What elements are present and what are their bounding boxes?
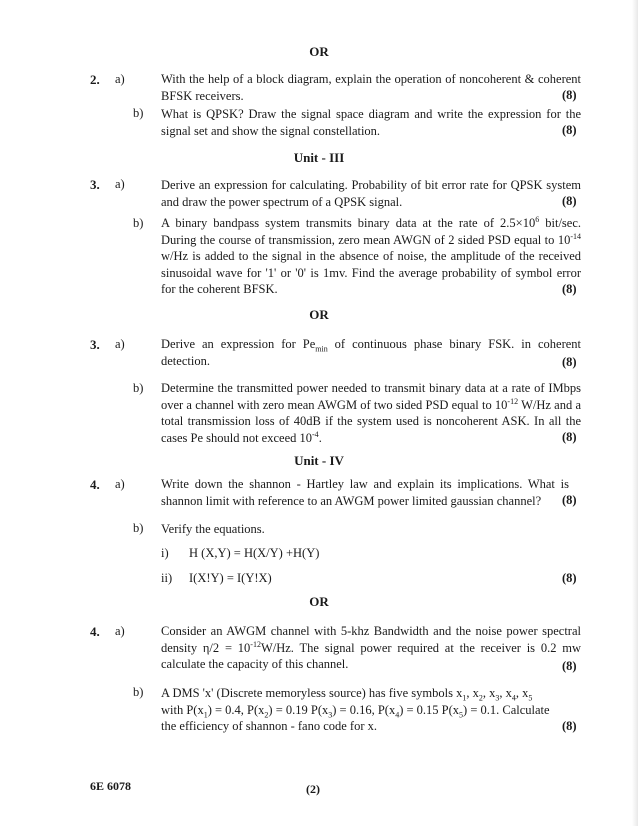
equation-2-label: ii) [161, 571, 173, 585]
question-4b-alt-line-2: with $P(x_1) = 0.4$, $P(x_2) = 0.19$ $P(x_3) = 0.16$, $P(x_4) = 0.15$ $P(x_5) = 0.1$. Calculate [161, 702, 550, 719]
equation-1-label: i) [161, 546, 169, 560]
equation-1: H (X,Y) = H(X/Y) +H(Y) [189, 546, 320, 560]
or-heading-3: OR [309, 594, 329, 609]
question-number-4: 4. [90, 477, 100, 492]
question-3b-text-3: w/Hz is added to the signal in the absence of noise, the amplitude of the received sinusoidal wave for '1' or '0' is 1mv. Find the average probability of symbol error for the coherent BFSK. [161, 249, 581, 296]
part-label-2a: a) [115, 72, 125, 86]
part-label-3a-alt: a) [115, 337, 125, 351]
question-3b-alt-sup-2: -4 [312, 429, 319, 439]
question-4b-alt-text-3: the efficiency of shannon - fano code for x. [161, 719, 378, 733]
marks-3b: (8) [562, 282, 577, 296]
question-3b-alt-sup-1: -12 [507, 396, 519, 406]
question-2b-body: What is QPSK? Draw the signal space diagram and write the expression for the signal set and show the signal constellation. [161, 107, 581, 138]
question-4b-alt-text-2: with P(x [161, 702, 204, 717]
question-4a-alt-text-1: Consider an AWGM channel with 5-khz Bandwidth and the noise power spectral density η/2 = 10 [161, 624, 581, 655]
marks-4b-alt: (8) [562, 719, 577, 733]
question-3b-text-1: A binary bandpass system transmits binary data at the rate of 2.5×10 [161, 216, 536, 230]
marks-3a: (8) [562, 194, 577, 208]
part-label-4a: a) [115, 477, 125, 491]
question-3b-alt-text [161, 380, 581, 446]
part-label-4b: b) [133, 521, 144, 535]
marks-4a-alt: (8) [562, 659, 577, 673]
question-3a-alt-sub: min [315, 344, 328, 354]
page-number: (2) [306, 782, 320, 796]
page-edge-shadow [632, 0, 638, 826]
question-4b-alt-text [161, 685, 581, 735]
question-3a-body: Derive an expression for calculating. Probability of bit error rate for QPSK system and draw the power spectrum of a QPSK signal. [161, 178, 581, 209]
question-3b-alt-text-1: Determine the transmitted power needed to transmit binary data at a rate of IMbps over a channel with zero mean AWGM of two sided PSD equal to 10 [161, 381, 581, 412]
question-3b-text [161, 215, 581, 298]
question-4a-alt-text [161, 623, 581, 673]
marks-2a: (8) [562, 88, 577, 102]
question-2a-body: With the help of a block diagram, explain the operation of noncoherent & coherent BFSK receivers. [161, 72, 581, 103]
question-2a-text [161, 71, 581, 104]
question-4a-alt-text-2: W/Hz. The signal power required at the receiver is 0.2 mw calculate the capacity of this channel. [161, 640, 581, 671]
part-label-2b: b) [133, 106, 144, 120]
question-number-2: 2. [90, 72, 100, 87]
question-4b-alt-text-1: A DMS 'x' (Discrete memoryless source) has five symbols x [161, 686, 463, 700]
or-heading-2: OR [309, 307, 329, 322]
marks-4b: (8) [562, 571, 577, 585]
question-3a-alt-text-2: of continuous phase binary FSK. in coherent detection. [161, 337, 581, 368]
question-3a-alt-text-1: Derive an expression for Pe [161, 337, 316, 351]
question-4a-body: Write down the shannon - Hartley law and explain its implications. What is shannon limit with reference to an AWGM power limited gaussian channel? [161, 477, 569, 508]
question-number-3: 3. [90, 177, 100, 192]
question-number-4-alt: 4. [90, 624, 100, 639]
part-label-3b: b) [133, 216, 144, 230]
question-4b-text: Verify the equations. [161, 522, 265, 536]
question-3b-alt-text-3: . [318, 430, 322, 445]
equation-2: I(X!Y) = I(Y!X) [189, 571, 272, 585]
or-heading-1: OR [309, 44, 329, 59]
question-number-3-alt: 3. [90, 337, 100, 352]
question-3a-text [161, 177, 581, 210]
question-4a-text [161, 476, 569, 509]
question-3b-sup-2: -14 [570, 231, 581, 241]
unit-4-heading: Unit - IV [294, 453, 344, 468]
question-2b-text [161, 106, 581, 139]
marks-4a: (8) [562, 493, 577, 507]
question-4b-alt-line-1: A DMS 'x' (Discrete memoryless source) has five symbols $x_1$, $x_2$, $x_3$, $x_4$, $x_5$ [161, 686, 533, 703]
question-3b-sup-1: 6 [535, 214, 540, 224]
question-4a-alt-sup: -12 [250, 639, 261, 649]
paper-code: 6E 6078 [90, 779, 132, 793]
question-3a-alt-text [161, 336, 581, 369]
part-label-3a: a) [115, 177, 125, 191]
marks-2b: (8) [562, 123, 577, 137]
question-3b-text-2: bit/sec. During the course of transmission, zero mean AWGN of 2 sided PSD equal to 10 [161, 216, 582, 247]
question-4b-alt-line-3 [161, 718, 581, 735]
marks-3b-alt: (8) [562, 430, 577, 444]
marks-3a-alt: (8) [562, 355, 577, 369]
part-label-4a-alt: a) [115, 624, 125, 638]
part-label-4b-alt: b) [133, 685, 144, 699]
part-label-3b-alt: b) [133, 381, 144, 395]
unit-3-heading: Unit - III [293, 150, 345, 165]
question-3b-alt-text-2: W/Hz and a total transmission loss of 40dB if the system used is noncoherent ASK. In all the cases Pe should not exceed 10 [161, 397, 581, 445]
